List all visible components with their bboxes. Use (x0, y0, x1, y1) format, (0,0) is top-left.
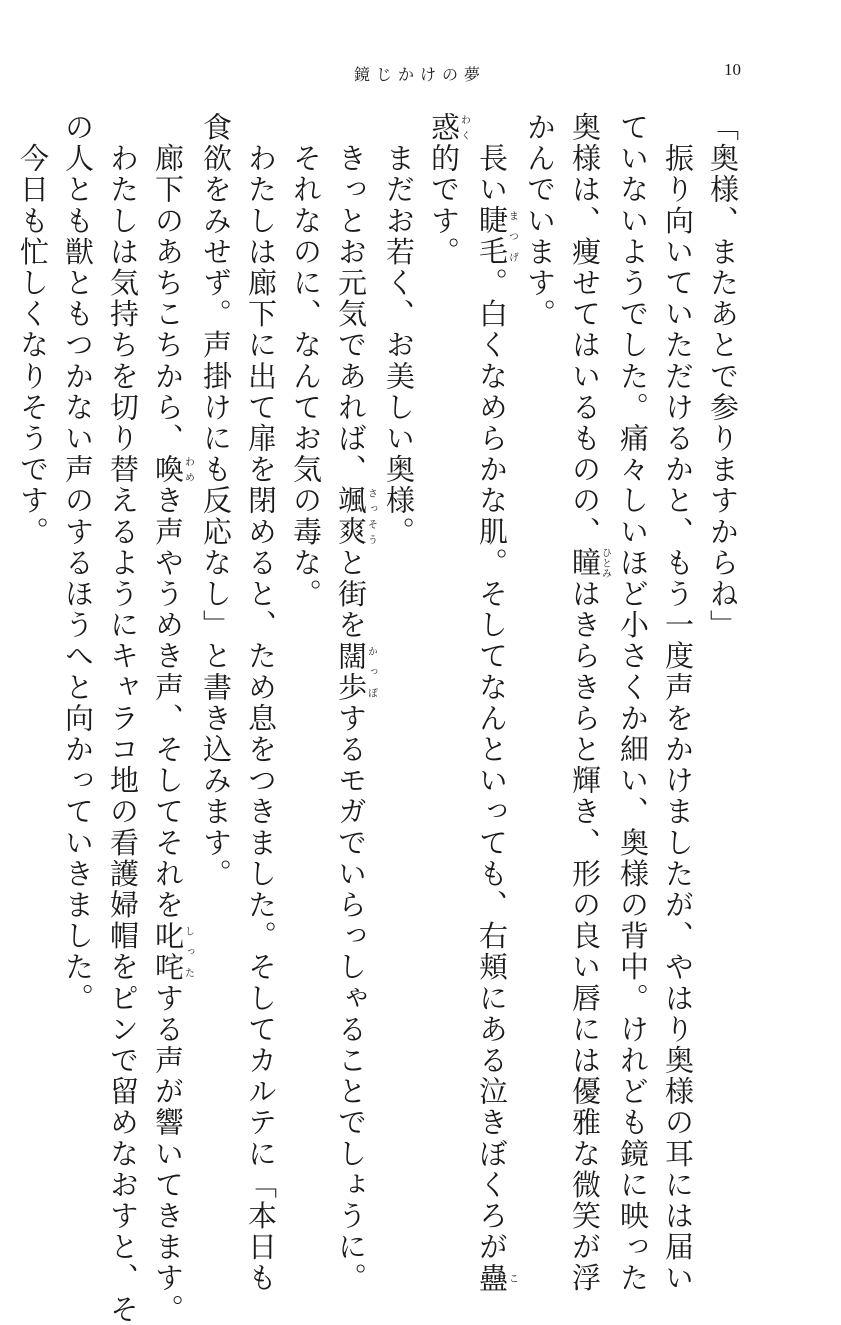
text-segment: きっとお元気であれば、 (334, 112, 368, 486)
ruby-base: 喚 (151, 454, 185, 486)
ruby-base: 叱咤 (151, 920, 185, 983)
text-line: 振り向いていただけるかと、もう一度声をかけましたが、やはり奥様の耳には届い (661, 112, 695, 1294)
ruby-reading: さっそう (365, 485, 377, 548)
ruby-base: 闊歩 (334, 640, 368, 703)
ruby-reading: しった (182, 920, 194, 983)
running-header-title: 鏡じかけの夢 (353, 65, 486, 84)
vertical-body-text (10, 112, 745, 1325)
ruby-shitta (151, 920, 194, 983)
text-line (562, 112, 611, 1294)
ruby-base: 惑 (427, 112, 461, 144)
text-segment: するモガでいらっしゃることでしょうに。 (334, 702, 368, 1294)
text-line: ていないようでした。痛々しいほど小さくか細い、奥様の背中。けれども鏡に映った (616, 112, 650, 1294)
text-line (469, 112, 518, 1294)
text-segment: と街を (334, 547, 368, 641)
ruby-waku (427, 112, 470, 144)
ruby-reading: かっぽ (365, 640, 377, 703)
text-line: わたしは気持ちを切り替えるようにキャラコ地の看護婦帽をピンで留めなおすと、そ (106, 112, 140, 1325)
page-number: 10 (724, 60, 741, 79)
text-segment: はきらきらと輝き、形の良い唇には優雅な微笑が浮 (568, 578, 602, 1294)
ruby-ko (475, 1262, 518, 1294)
ruby-reading: まつげ (506, 205, 518, 268)
ruby-base: 蠱 (475, 1262, 509, 1294)
text-segment: 的です。 (427, 143, 461, 268)
ruby-wame (151, 454, 194, 486)
ruby-hitomi (568, 547, 611, 579)
text-segment: 奥様は、痩せてはいるものの、 (568, 112, 602, 548)
text-segment: き声やうめき声、そしてそれを (151, 485, 185, 921)
ruby-reading: ひとみ (599, 547, 611, 579)
text-line: の人とも獣ともつかない声のするほうへと向かっていきました。 (61, 112, 95, 1014)
text-line: 今日も忙しくなりそうです。 (16, 112, 50, 548)
ruby-reading: わく (458, 112, 470, 144)
ruby-base: 睫毛 (475, 205, 509, 268)
ruby-kappo (334, 640, 377, 703)
text-line (145, 112, 194, 1325)
text-segment: する声が響いてきます。 (151, 982, 185, 1325)
text-line: わたしは廊下に出て扉を閉めると、ため息をつきました。そしてカルテに「本日も (244, 112, 278, 1294)
text-line: かんでいます。 (523, 112, 557, 330)
ruby-base: 颯爽 (334, 485, 368, 548)
text-line: 食欲をみせず。声掛けにも反応なし」と書き込みます。 (199, 112, 233, 890)
text-line: 「奥様、またあとで参りますからね」 (706, 112, 740, 641)
text-segment: 長い (475, 112, 509, 206)
ruby-base: 瞳 (568, 547, 602, 579)
text-segment: 廊下のあちこちから、 (151, 112, 185, 455)
ruby-reading: わめ (182, 454, 194, 486)
text-line: それなのに、なんてお気の毒な。 (289, 112, 323, 610)
ruby-matsuge (475, 205, 518, 268)
text-segment: 。白くなめらかな肌。そしてなんといっても、右頬にある泣きぼくろが (475, 267, 509, 1263)
text-line (421, 112, 469, 1112)
text-line: まだお若く、お美しい奥様。 (382, 112, 416, 548)
ruby-sassou (334, 485, 377, 548)
ruby-reading: こ (506, 1262, 518, 1294)
text-line (328, 112, 377, 1294)
